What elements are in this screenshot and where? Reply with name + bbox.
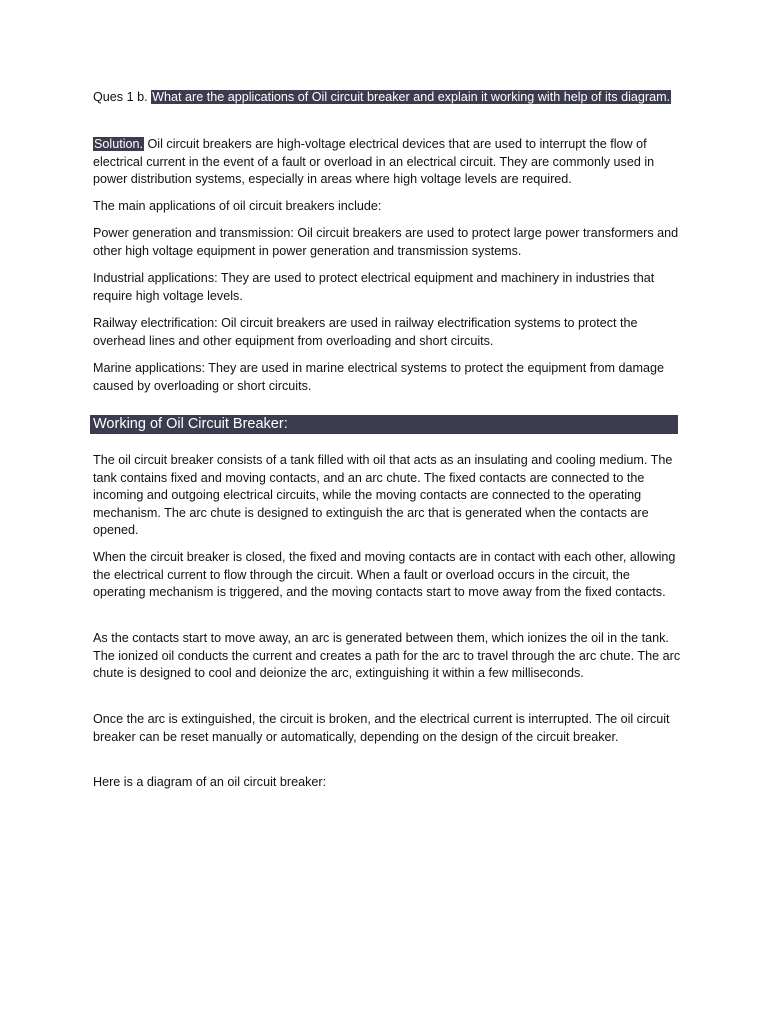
application-item: Marine applications: They are used in marine electrical systems to protect the equipment from damage caused by overloading or short circuits. <box>93 361 664 393</box>
working-paragraph: The oil circuit breaker consists of a tank filled with oil that acts as an insulating and cooling medium. The tank contains fixed and moving contacts, and an arc chute. The fixed contacts are connected to the incoming and outgoing electrical circuits, while the moving contacts are connected to the operating mechanism. The arc chute is designed to extinguish the arc that is generated when the contacts are opened. <box>93 453 673 538</box>
working-paragraph: Once the arc is extinguished, the circuit is broken, and the electrical current is interrupted. The oil circuit breaker can be reset manually or automatically, depending on the design of the circuit breaker. <box>93 712 670 744</box>
question-label: Ques 1 b. <box>93 90 148 104</box>
question-text: What are the applications of Oil circuit breaker and explain it working with help of its diagram. <box>152 90 671 104</box>
working-paragraph: When the circuit breaker is closed, the fixed and moving contacts are in contact with each other, allowing the electrical current to flow through the circuit. When a fault or overload occurs in the circuit, the operating mechanism is triggered, and the moving contacts start to move away from the fixed contacts. <box>93 550 676 600</box>
solution-paragraph <box>93 136 683 189</box>
solution-label: Solution. <box>94 137 144 151</box>
application-item: Railway electrification: Oil circuit breakers are used in railway electrification systems to protect the overhead lines and other equipment from overloading and short circuits. <box>93 316 638 348</box>
application-item: Industrial applications: They are used to protect electrical equipment and machinery in industries that require high voltage levels. <box>93 271 655 303</box>
question-paragraph <box>93 89 683 107</box>
application-item: Power generation and transmission: Oil circuit breakers are used to protect large power transformers and other high voltage equipment in power generation and transmission systems. <box>93 226 679 258</box>
working-paragraph: As the contacts start to move away, an arc is generated between them, which ionizes the oil in the tank. The ionized oil conducts the current and creates a path for the arc to travel through the arc chute. The arc chute is designed to cool and deionize the arc, extinguishing it within a few milliseconds. <box>93 631 681 681</box>
applications-intro: The main applications of oil circuit breakers include: <box>93 199 382 213</box>
solution-text: Oil circuit breakers are high-voltage electrical devices that are used to interrupt the flow of electrical current in the event of a fault or overload in an electrical circuit. They are commonly used in power distribution systems, especially in areas where high voltage levels are required. <box>93 137 655 187</box>
section-heading: Working of Oil Circuit Breaker: <box>93 416 288 432</box>
diagram-intro: Here is a diagram of an oil circuit breaker: <box>93 775 327 789</box>
